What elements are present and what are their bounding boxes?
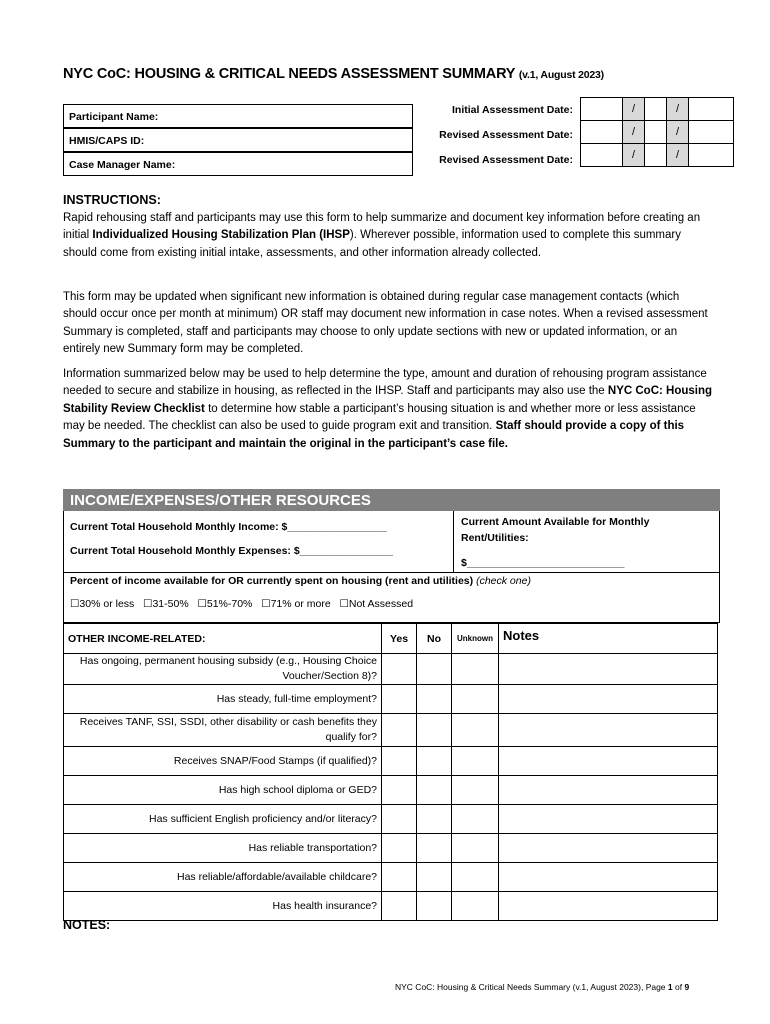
no-cell[interactable] [417, 714, 452, 747]
notes-cell[interactable] [499, 685, 718, 714]
notes-label: NOTES: [63, 918, 111, 932]
table-row [64, 747, 718, 776]
yes-cell[interactable] [382, 685, 417, 714]
table-header-row [64, 624, 718, 654]
day-cell[interactable] [645, 98, 667, 121]
table-row [64, 892, 718, 921]
year-cell[interactable] [689, 144, 734, 167]
unknown-cell[interactable] [452, 863, 499, 892]
no-cell[interactable] [417, 685, 452, 714]
notes-cell[interactable] [499, 747, 718, 776]
instructions-paragraph-3 [63, 366, 713, 453]
unknown-cell[interactable] [452, 747, 499, 776]
notes-cell[interactable] [499, 776, 718, 805]
option-71-or-more[interactable] [261, 598, 331, 610]
unknown-cell[interactable] [452, 834, 499, 863]
revised-assessment-date-label-2: Revised Assessment Date: [439, 154, 573, 166]
unknown-cell[interactable] [452, 685, 499, 714]
p1-text-c: ). Wherever possible, information used to complete this summary should come from existing initial intake, assessments, and other information already collected. [63, 229, 681, 259]
income-related-header: OTHER INCOME-RELATED: [64, 624, 382, 654]
participant-name-label: Participant Name: [69, 111, 159, 123]
instructions-paragraph-2: This form may be updated when significant new information is obtained during regular case management contacts (which should occur once per month at minimum) OR staff may document new information in case notes. When a revised assessment Summary is completed, staff and participants may choose to only update sections with new or updated information, or an entirely new Summary form may be completed. [63, 291, 708, 356]
percent-income-text: Percent of income available for OR currently spent on housing (rent and utilities) [70, 575, 474, 587]
notes-cell[interactable] [499, 805, 718, 834]
unknown-cell[interactable] [452, 654, 499, 685]
table-row [64, 685, 718, 714]
ihsp-term: Individualized Housing Stabilization Plan (IHSP [92, 229, 350, 242]
option-label: 71% or more [270, 598, 331, 610]
revised-assessment-date-row-1 [581, 121, 734, 144]
row-question: Receives TANF, SSI, SSDI, other disability or cash benefits they qualify for? [64, 714, 382, 747]
date-separator: / [623, 121, 645, 144]
option-51-70[interactable] [197, 598, 252, 610]
hmis-caps-id-field[interactable] [63, 128, 413, 152]
no-cell[interactable] [417, 776, 452, 805]
revised-assessment-date-row-2 [581, 144, 734, 167]
case-manager-name-label: Case Manager Name: [69, 159, 176, 171]
option-not-assessed[interactable] [339, 598, 413, 610]
no-cell[interactable] [417, 863, 452, 892]
day-cell[interactable] [645, 144, 667, 167]
option-label: 31-50% [152, 598, 189, 610]
year-cell[interactable] [689, 121, 734, 144]
yes-cell[interactable] [382, 654, 417, 685]
notes-cell[interactable] [499, 714, 718, 747]
amount-available-label: Current Amount Available for Monthly Rent/Utilities: [461, 516, 650, 544]
instructions-paragraph-1 [63, 210, 713, 262]
notes-cell[interactable] [499, 892, 718, 921]
assessment-date-grid [580, 97, 734, 167]
income-divider-horizontal [63, 572, 720, 573]
month-cell[interactable] [581, 121, 623, 144]
row-question: Has reliable/affordable/available childcare? [64, 863, 382, 892]
no-cell[interactable] [417, 892, 452, 921]
p3-text-a: Information summarized below may be used to help determine the type, amount and duration of rehousing program assistance needed to secure and stabilize in housing, as reflected in the IHSP. Staff and participants may also use the [63, 368, 707, 398]
revised-assessment-date-label-1: Revised Assessment Date: [439, 129, 573, 141]
table-row [64, 776, 718, 805]
table-row [64, 654, 718, 685]
title-text: NYC CoC: HOUSING & CRITICAL NEEDS ASSESSMENT SUMMARY [63, 66, 516, 82]
table-row [64, 834, 718, 863]
initial-assessment-date-row [581, 98, 734, 121]
hmis-caps-id-label: HMIS/CAPS ID: [69, 135, 145, 147]
checkbox-icon: ☐ [70, 598, 80, 610]
date-separator: / [667, 98, 689, 121]
footer-of: of [672, 982, 685, 992]
page-footer [395, 982, 689, 992]
yes-cell[interactable] [382, 863, 417, 892]
income-divider-vertical [453, 511, 454, 573]
checkbox-icon: ☐ [197, 598, 207, 610]
row-question: Receives SNAP/Food Stamps (if qualified)? [64, 747, 382, 776]
checkbox-icon: ☐ [143, 598, 153, 610]
yes-cell[interactable] [382, 892, 417, 921]
monthly-expenses-field[interactable]: Current Total Household Monthly Expenses: $________________ [70, 545, 394, 557]
table-row [64, 863, 718, 892]
table-row [64, 805, 718, 834]
footer-text: NYC CoC: Housing & Critical Needs Summary (v.1, August 2023), Page [395, 982, 668, 992]
row-question: Has ongoing, permanent housing subsidy (e.g., Housing Choice Voucher/Section 8)? [64, 654, 382, 685]
option-30-or-less[interactable] [70, 598, 134, 610]
day-cell[interactable] [645, 121, 667, 144]
percent-income-label [70, 575, 531, 587]
monthly-income-field[interactable]: Current Total Household Monthly Income: $_________________ [70, 521, 387, 533]
notes-cell[interactable] [499, 863, 718, 892]
case-manager-name-field[interactable] [63, 152, 413, 176]
instructions-heading: INSTRUCTIONS: [63, 193, 161, 207]
row-question: Has steady, full-time employment? [64, 685, 382, 714]
notes-cell[interactable] [499, 654, 718, 685]
month-cell[interactable] [581, 144, 623, 167]
yes-cell[interactable] [382, 776, 417, 805]
month-cell[interactable] [581, 98, 623, 121]
yes-column-header: Yes [382, 624, 417, 654]
row-question: Has sufficient English proficiency and/or literacy? [64, 805, 382, 834]
no-cell[interactable] [417, 747, 452, 776]
yes-cell[interactable] [382, 747, 417, 776]
option-label: 51%-70% [206, 598, 253, 610]
no-cell[interactable] [417, 834, 452, 863]
date-separator: / [623, 98, 645, 121]
row-question: Has health insurance? [64, 892, 382, 921]
unknown-cell[interactable] [452, 805, 499, 834]
copy-instruction: Staff should provide a copy of this Summary to the participant and maintain the original in the participant’s case file. [63, 420, 685, 450]
check-one-hint: (check one) [476, 575, 531, 587]
option-31-50[interactable] [143, 598, 189, 610]
notes-cell[interactable] [499, 834, 718, 863]
unknown-cell[interactable] [452, 892, 499, 921]
checkbox-icon: ☐ [339, 598, 349, 610]
checkbox-icon: ☐ [261, 598, 271, 610]
option-label: Not Assessed [348, 598, 414, 610]
date-separator: / [667, 144, 689, 167]
date-separator: / [623, 144, 645, 167]
page-number: 1 [667, 982, 673, 992]
yes-cell[interactable] [382, 805, 417, 834]
row-question: Has reliable transportation? [64, 834, 382, 863]
title-version: (v.1, August 2023) [518, 69, 604, 81]
no-cell[interactable] [417, 805, 452, 834]
yes-cell[interactable] [382, 714, 417, 747]
no-column-header: No [417, 624, 452, 654]
notes-column-header: Notes [499, 624, 718, 654]
amount-available-field[interactable]: $___________________________ [461, 557, 625, 569]
participant-name-field[interactable] [63, 104, 413, 128]
income-related-table [63, 623, 718, 921]
percent-options [70, 598, 413, 610]
table-row [64, 714, 718, 747]
yes-cell[interactable] [382, 834, 417, 863]
income-section-header: INCOME/EXPENSES/OTHER RESOURCES [63, 489, 720, 511]
unknown-cell[interactable] [452, 714, 499, 747]
initial-assessment-date-label: Initial Assessment Date: [452, 104, 573, 116]
p3-text-c: to determine how stable a participant’s housing situation is and whether more or less assistance may be needed. The checklist can also be used to guide program exit and transition. [63, 402, 696, 433]
checklist-term: NYC CoC: Housing Stability Review Checklist [63, 385, 713, 415]
page-title [63, 66, 604, 82]
date-separator: / [667, 121, 689, 144]
option-label: 30% or less [79, 598, 135, 610]
p1-text-a: Rapid rehousing staff and participants may use this form to help summarize and document key information before creating an initial [63, 212, 701, 242]
unknown-column-header: Unknown [452, 624, 499, 654]
unknown-cell[interactable] [452, 776, 499, 805]
page-total: 9 [684, 982, 690, 992]
no-cell[interactable] [417, 654, 452, 685]
year-cell[interactable] [689, 98, 734, 121]
row-question: Has high school diploma or GED? [64, 776, 382, 805]
